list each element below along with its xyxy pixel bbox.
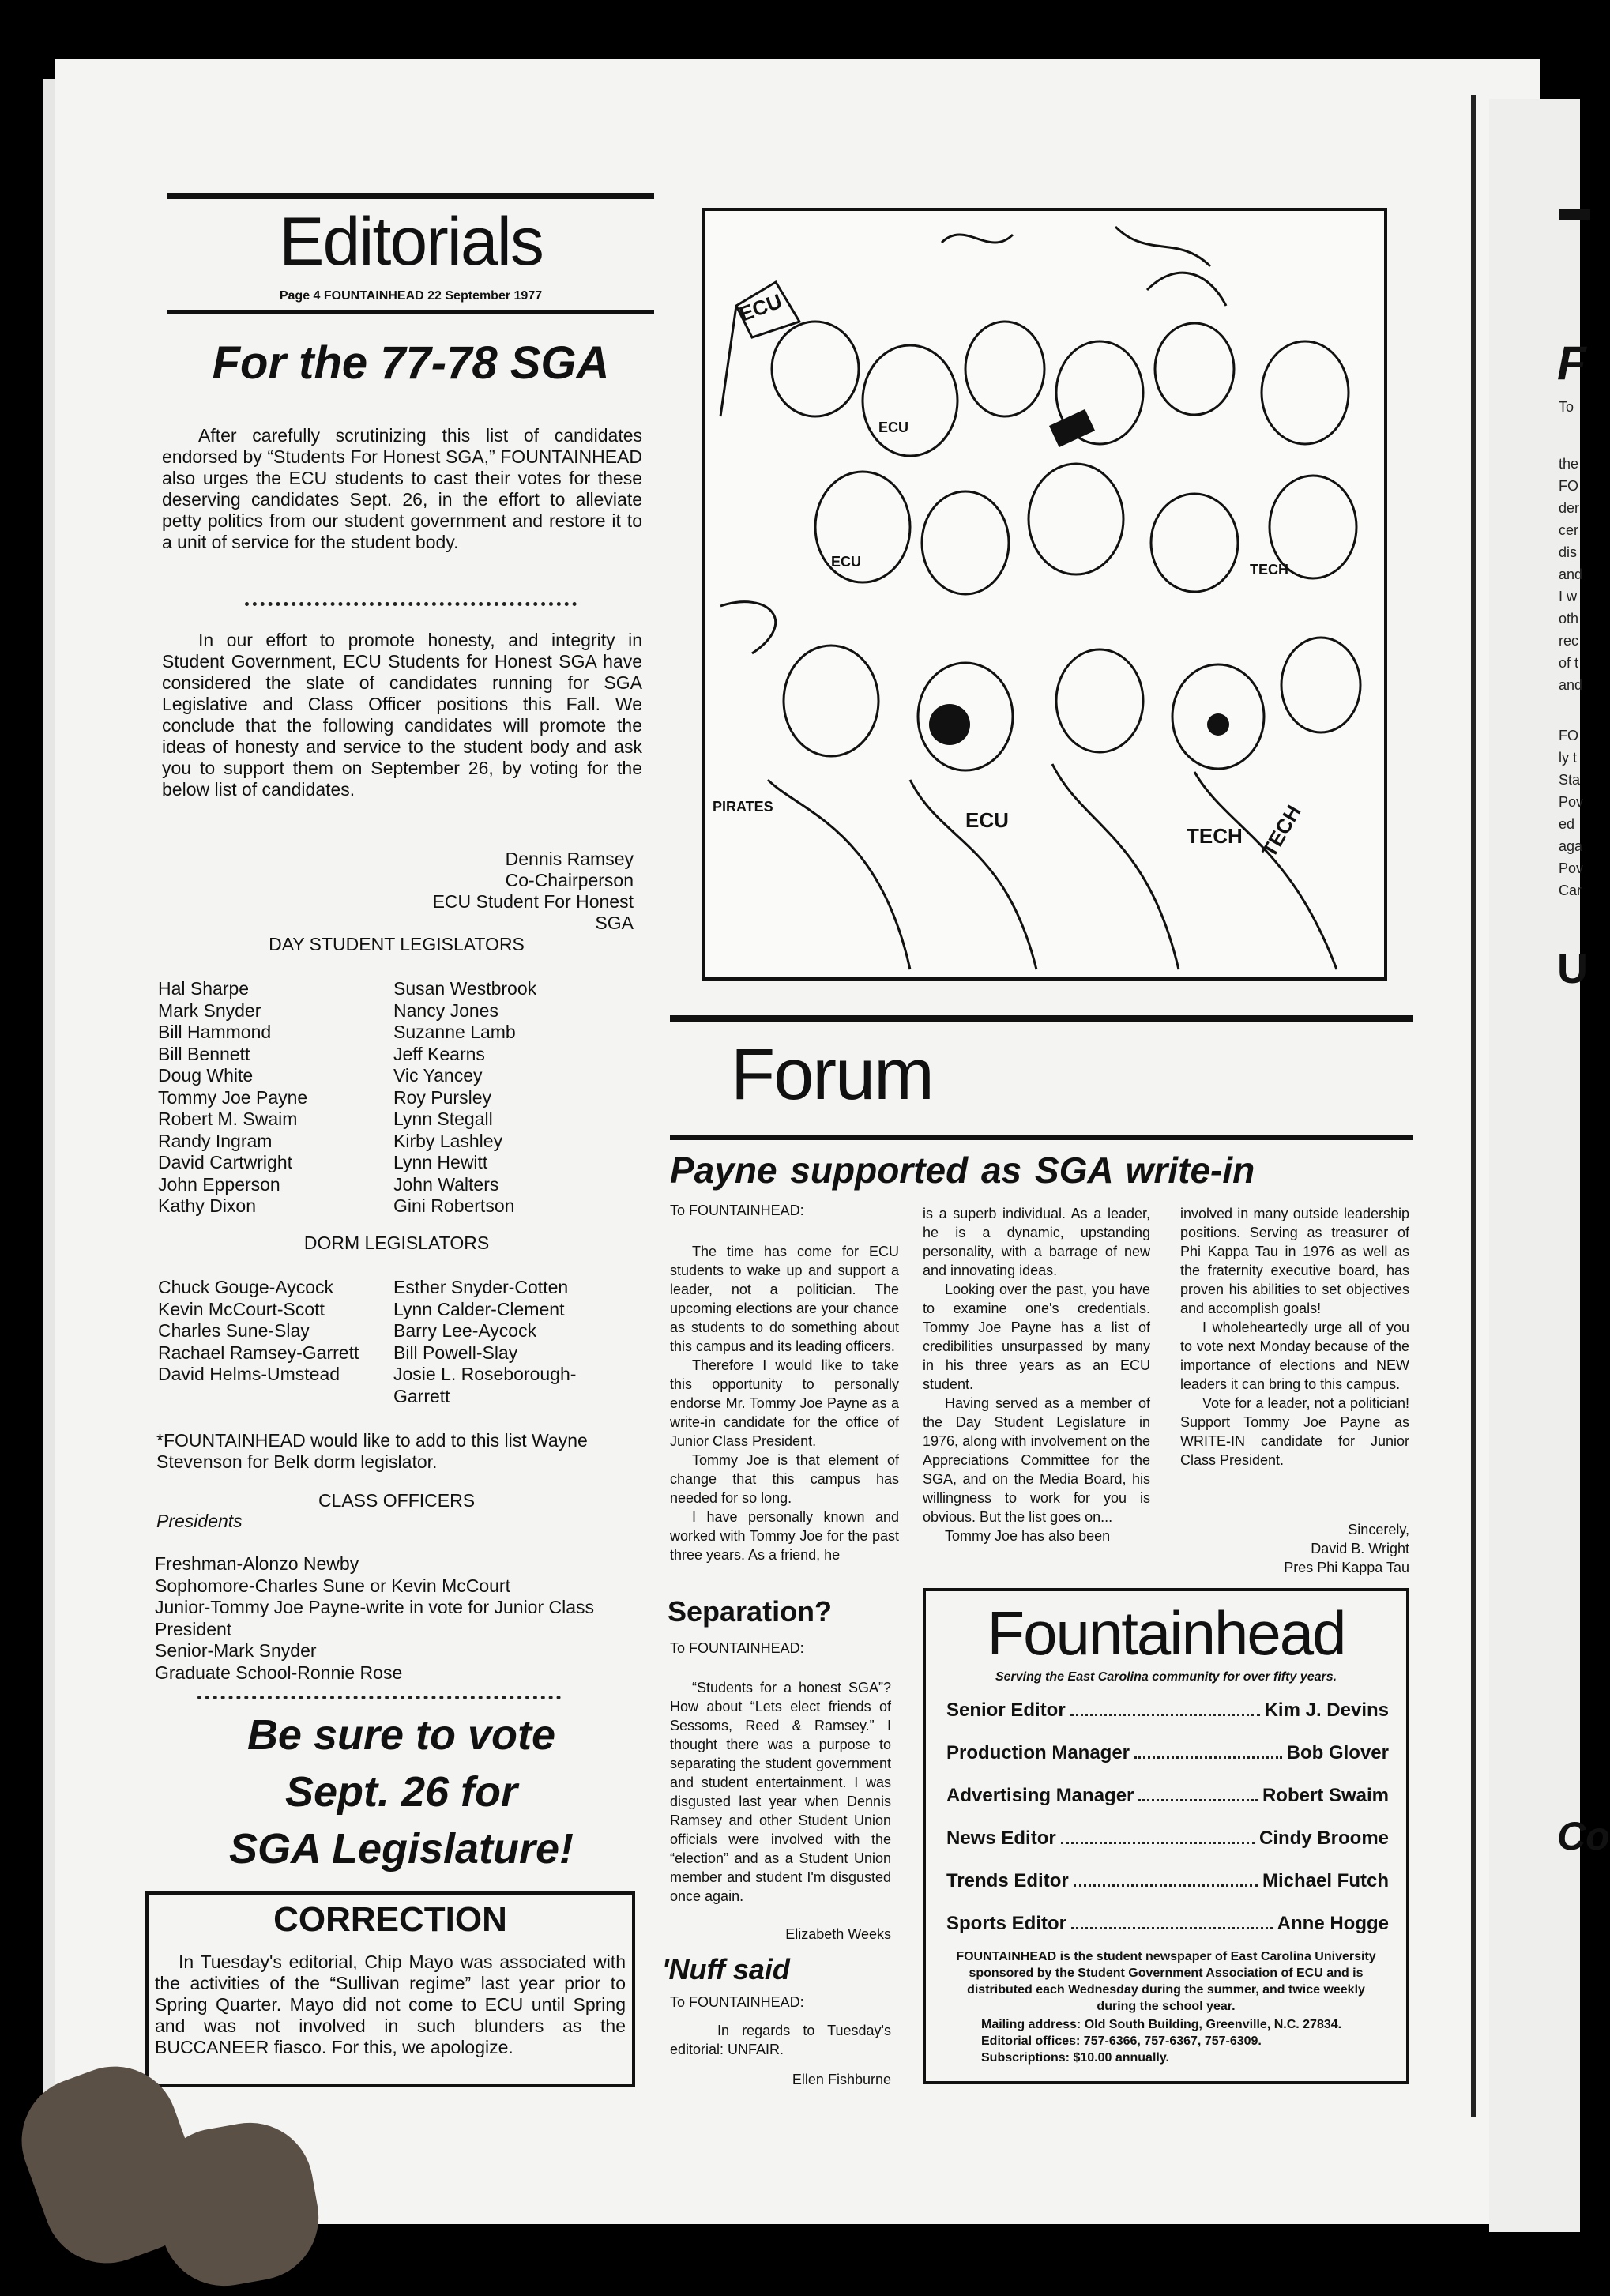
masked-face xyxy=(929,704,970,745)
pennant-stick xyxy=(720,306,736,416)
list-item: Kevin McCourt-Scott xyxy=(158,1298,325,1319)
text-fragment: To xyxy=(1559,399,1574,415)
list-item: Jeff Kearns xyxy=(393,1043,485,1064)
list-item: Kathy Dixon xyxy=(158,1195,257,1216)
staff-name: Anne Hogge xyxy=(1277,1913,1389,1934)
staff-name: Kim J. Devins xyxy=(1264,1699,1389,1721)
subscriptions: Subscriptions: $10.00 annually. xyxy=(981,2051,1169,2065)
text-fragment: FO xyxy=(1559,478,1578,494)
staff-row xyxy=(946,1732,1389,1775)
cartoon-label: TECH xyxy=(1250,562,1288,578)
dotted-separator xyxy=(245,602,577,606)
vote-line: SGA Legislature! xyxy=(228,1825,574,1873)
nuff-headline: 'Nuff said xyxy=(662,1953,790,1985)
streamer xyxy=(1115,227,1210,266)
nuff-signature: Ellen Fishburne xyxy=(792,2072,891,2087)
text-fragment: FO xyxy=(1559,728,1578,743)
fan-face xyxy=(772,322,859,416)
correction-text: In Tuesday's editorial, Chip Mayo was associated with the activities of the “Sullivan regime” last year prior to Spring Quarter. Mayo did not come to ECU until Spring and was not involved in such blunders as the BUCCANEER fiasco. For this, we apologize. xyxy=(155,1952,626,2057)
nuff-text: In regards to Tuesday's editorial: UNFAIR. xyxy=(670,2023,891,2057)
list-item: Chuck Gouge-Aycock xyxy=(158,1277,334,1297)
addendum-note: *FOUNTAINHEAD would like to add to this list Wayne Stevenson for Belk dorm legislator. xyxy=(156,1430,588,1472)
forum-header: Forum xyxy=(731,1034,933,1115)
adjacent-rule xyxy=(1559,209,1590,220)
cartoon-label: ECU xyxy=(878,420,909,435)
staff-row xyxy=(946,1903,1389,1945)
masthead-contact xyxy=(926,2015,1406,2066)
separation-headline: Separation? xyxy=(668,1595,833,1628)
signature-title: Co-Chairperson xyxy=(505,870,634,890)
staff-name: Michael Futch xyxy=(1262,1870,1389,1891)
leader-dots xyxy=(1138,1791,1258,1801)
list-item: Bill Powell-Slay xyxy=(393,1342,518,1363)
staff-role: Advertising Manager xyxy=(946,1785,1134,1806)
paragraph: is a superb individual. As a leader, he is a dynamic, upstanding personality, with a barrage of new and innovating ideas. xyxy=(923,1206,1150,1278)
cartoon-label: ECU xyxy=(965,808,1009,832)
forum-letter-col1 xyxy=(670,1242,899,1564)
list-item: Bill Hammond xyxy=(158,1022,272,1042)
day-legislators-heading: DAY STUDENT LEGISLATORS xyxy=(269,934,525,954)
list-item: Gini Robertson xyxy=(393,1195,515,1216)
leader-dots xyxy=(1074,1876,1258,1887)
paragraph: Vote for a leader, not a politician! Support Tommy Joe Payne as WRITE-IN candidate for Junior Class President. xyxy=(1180,1395,1409,1468)
masthead-about: FOUNTAINHEAD is the student newspaper of East Carolina University sponsored by the Student Government Association of ECU and is distributed each Wednesday during the summer, and twice weekly during the school year. xyxy=(956,1950,1376,2013)
paragraph: Tommy Joe is that element of change that this campus has needed for so long. xyxy=(670,1452,899,1506)
fan-face xyxy=(965,322,1044,416)
signature-line: Sincerely, xyxy=(1348,1522,1409,1538)
waving-arm xyxy=(1147,273,1226,306)
list-item: Vic Yancey xyxy=(393,1065,483,1086)
list-item: David Helms-Umstead xyxy=(158,1364,340,1384)
fan-face xyxy=(784,646,878,756)
letter-signature xyxy=(395,849,634,934)
forum-salutation: To FOUNTAINHEAD: xyxy=(670,1203,804,1218)
fan-face xyxy=(922,491,1009,594)
list-item: Bill Bennett xyxy=(158,1043,250,1064)
list-item: Esther Snyder-Cotten xyxy=(393,1277,569,1297)
masthead-title: Fountainhead xyxy=(987,1598,1345,1668)
streamer xyxy=(942,235,1013,243)
paragraph: Having served as a member of the Day Student Legislature in 1976, along with involvement on the Appreciations Committee for the SGA, and on the Media Board, his willingness to work for you is obvious. But the list goes on... xyxy=(923,1395,1150,1525)
list-item: Doug White xyxy=(158,1065,254,1086)
adjacent-headline-fragment: U xyxy=(1557,945,1588,992)
waving-arm xyxy=(720,602,776,653)
editorial-offices: Editorial offices: 757-6366, 757-6367, 757-6309. xyxy=(981,2034,1262,2048)
paragraph: The time has come for ECU students to wake up and support a leader, not a politician. The upcoming elections are your chance as students to do something about this campus and its leading officers. xyxy=(670,1244,899,1354)
list-item: Susan Westbrook xyxy=(393,978,537,999)
signature-line: David B. Wright xyxy=(1311,1541,1409,1556)
dorm-legislators-right xyxy=(393,1277,607,1407)
adjacent-page-strip xyxy=(1489,99,1610,2232)
list-item: Mark Snyder xyxy=(158,999,261,1021)
list-item: Sophomore-Charles Sune or Kevin McCourt xyxy=(155,1575,510,1596)
nuff-salutation: To FOUNTAINHEAD: xyxy=(670,1994,804,2010)
text-fragment: the xyxy=(1559,456,1579,472)
forum-letter-col2 xyxy=(923,1204,1150,1545)
folio-rule xyxy=(167,310,654,314)
list-item: Rachael Ramsey-Garrett xyxy=(158,1342,359,1363)
fan-face xyxy=(1155,323,1234,415)
editorial-letter: In our effort to promote honesty, and integrity in Student Government, ECU Students for Honest SGA have considered the slate of candidates running for SGA Legislative and Class Officer positions this Fall. We conclude that the following candidates will promote the ideas of honesty and service to the student body and ask you to support them on September 26, by voting for the below list of candidates. xyxy=(162,630,642,800)
fan-face xyxy=(863,345,957,456)
presidents-label: Presidents xyxy=(156,1511,243,1531)
paragraph: I have personally known and worked with Tommy Joe for the past three years. As a friend, he xyxy=(670,1509,899,1563)
staff-row xyxy=(946,1689,1389,1732)
mustache xyxy=(1207,713,1229,736)
text-fragment: oth xyxy=(1559,611,1579,627)
forum-header-rule xyxy=(670,1135,1413,1140)
text-fragment: Sta xyxy=(1559,772,1581,788)
list-item: Lynn Hewitt xyxy=(393,1152,488,1172)
staff-name: Bob Glover xyxy=(1286,1742,1389,1763)
list-item: Junior-Tommy Joe Payne-write in vote for Junior Class President xyxy=(155,1597,595,1639)
list-item: Roy Pursley xyxy=(393,1086,491,1108)
list-item: Nancy Jones xyxy=(393,999,498,1021)
list-item: Barry Lee-Aycock xyxy=(393,1320,537,1341)
staff-role: News Editor xyxy=(946,1827,1056,1849)
leader-dots xyxy=(1061,1834,1255,1844)
presidents-list xyxy=(155,1553,638,1684)
editorial-intro: After carefully scrutinizing this list of candidates endorsed by “Students For Honest SGA,” FOUNTAINHEAD also urges the ECU students to cast their votes for these deserving candidates Sept. 26, in the effort to alleviate petty politics from our student government and restore it to a unit of service for the student body. xyxy=(162,425,642,552)
staff-name: Robert Swaim xyxy=(1262,1785,1389,1806)
text-fragment: I w xyxy=(1559,589,1578,604)
text-fragment: and xyxy=(1559,566,1583,582)
mailing-address: Mailing address: Old South Building, Greenville, N.C. 27834. xyxy=(981,2018,1342,2031)
text-fragment: der xyxy=(1559,500,1580,516)
paragraph: involved in many outside leadership positions. Serving as treasurer of Phi Kappa Tau in 1976 as well as the fraternity executive board, has proven his abilities to set objectives and accomplish goals! xyxy=(1180,1206,1409,1316)
crowd-body xyxy=(768,780,910,969)
forum-top-rule xyxy=(670,1015,1413,1022)
list-item: Graduate School-Ronnie Rose xyxy=(155,1662,403,1683)
vote-line: Be sure to vote xyxy=(246,1711,556,1759)
cartoon-label: ECU xyxy=(735,288,785,326)
forum-letter-signature xyxy=(1180,1520,1409,1577)
text-fragment: aga xyxy=(1559,838,1583,854)
day-legislators-left xyxy=(158,978,387,1218)
list-item: Lynn Calder-Clement xyxy=(393,1298,565,1319)
staff-name: Cindy Broome xyxy=(1258,1827,1389,1849)
list-item: Lynn Stegall xyxy=(393,1108,493,1129)
fan-face xyxy=(1281,638,1360,732)
dotted-separator xyxy=(197,1696,561,1699)
masthead-tagline: Serving the East Carolina community for over fifty years. xyxy=(995,1670,1337,1684)
correction-box xyxy=(145,1891,635,2087)
crowd-body xyxy=(1194,772,1337,969)
adjacent-headline-fragment: Co xyxy=(1557,1814,1610,1858)
masthead-box xyxy=(923,1588,1409,2084)
list-item: Kirby Lashley xyxy=(393,1130,503,1151)
cartoon-label: TECH xyxy=(1257,800,1306,861)
paragraph: Therefore I would like to take this opportunity to personally endorse Mr. Tommy Joe Payne as a write-in candidate for the office of Junior Class President. xyxy=(670,1357,899,1449)
list-item: Charles Sune-Slay xyxy=(158,1320,310,1341)
cartoon-drawing xyxy=(705,211,1384,977)
list-item: Suzanne Lamb xyxy=(393,1022,516,1042)
list-item: Hal Sharpe xyxy=(158,978,250,999)
fan-face xyxy=(1262,341,1349,444)
forum-headline: Payne supported as SGA write-in xyxy=(670,1150,1255,1191)
cartoon-label: ECU xyxy=(831,554,862,570)
leader-dots xyxy=(1070,1706,1260,1716)
cartoon-label: TECH xyxy=(1187,824,1243,848)
adjacent-headline-fragment: F xyxy=(1557,337,1586,390)
signature-name: Dennis Ramsey xyxy=(505,849,634,869)
fan-face xyxy=(815,472,910,582)
signature-org: ECU Student For Honest SGA xyxy=(432,891,634,933)
text-fragment: dis xyxy=(1559,544,1578,560)
text-fragment: Car xyxy=(1559,883,1582,898)
page-gutter-line xyxy=(1471,95,1476,2117)
text-fragment: ed xyxy=(1559,816,1575,832)
day-legislators-right xyxy=(393,978,638,1218)
staff-row xyxy=(946,1860,1389,1903)
folio-line: Page 4 FOUNTAINHEAD 22 September 1977 xyxy=(279,289,543,303)
staff-role: Trends Editor xyxy=(946,1870,1069,1891)
fan-face xyxy=(1029,464,1123,574)
vote-line: Sept. 26 for xyxy=(284,1768,518,1816)
text-fragment: Pov xyxy=(1559,860,1584,876)
list-item: David Cartwright xyxy=(158,1152,292,1172)
text-fragment: and xyxy=(1559,677,1583,693)
staff-role: Sports Editor xyxy=(946,1913,1067,1934)
list-item: Freshman-Alonzo Newby xyxy=(155,1553,359,1574)
text-fragment: cer xyxy=(1559,522,1579,538)
list-item: Robert M. Swaim xyxy=(158,1108,298,1129)
list-item: Josie L. Roseborough-Garrett xyxy=(393,1364,577,1406)
editorials-header: Editorials xyxy=(279,204,543,280)
vote-reminder xyxy=(158,1707,645,1877)
dorm-legislators-left xyxy=(158,1277,387,1386)
fan-face xyxy=(1151,494,1238,592)
dorm-legislators-heading: DORM LEGISLATORS xyxy=(303,1233,490,1253)
signature-line: Pres Phi Kappa Tau xyxy=(1284,1560,1409,1575)
paragraph: Looking over the past, you have to examine one's credentials. Tommy Joe Payne has a list of credibilities unsurpassed by many in his three years as an ECU student. xyxy=(923,1282,1150,1392)
list-item: John Walters xyxy=(393,1173,499,1195)
separation-signature: Elizabeth Weeks xyxy=(785,1926,891,1942)
editorials-top-rule xyxy=(167,193,654,199)
list-item: John Epperson xyxy=(158,1173,280,1195)
staff-role: Production Manager xyxy=(946,1742,1130,1763)
fan-face xyxy=(1056,649,1143,752)
staff-row xyxy=(946,1817,1389,1860)
text-fragment: ly t xyxy=(1559,750,1578,766)
text-fragment: rec xyxy=(1559,633,1579,649)
class-officers-heading: CLASS OFFICERS xyxy=(318,1490,476,1511)
staff-list xyxy=(926,1684,1406,1945)
text-fragment: of t xyxy=(1559,655,1579,671)
editorial-cartoon xyxy=(702,208,1387,981)
forum-letter-col3 xyxy=(1180,1204,1409,1470)
paragraph: Tommy Joe has also been xyxy=(945,1528,1111,1544)
paragraph: I wholeheartedly urge all of you to vote next Monday because of the importance of elections and NEW leaders it can bring to this campus. xyxy=(1180,1319,1409,1392)
correction-title: CORRECTION xyxy=(273,1900,507,1939)
leader-dots xyxy=(1134,1748,1282,1759)
leader-dots xyxy=(1071,1919,1273,1929)
editorial-headline: For the 77-78 SGA xyxy=(212,337,610,389)
separation-text: “Students for a honest SGA”? How about “Lets elect friends of Sessoms, Reed & Ramsey.” I thought there was a purpose to separating the student government and student entertainment. I was disgusted last year when Dennis Ramsey and other Student Union officials were involved with the “election” and as a Student Union member and student I'm disgusted once again. xyxy=(670,1680,891,1904)
crowd-body xyxy=(1052,764,1179,969)
text-fragment: Pov xyxy=(1559,794,1584,810)
separation-salutation: To FOUNTAINHEAD: xyxy=(670,1640,804,1656)
list-item: Tommy Joe Payne xyxy=(158,1086,308,1108)
staff-role: Senior Editor xyxy=(946,1699,1066,1721)
list-item: Senior-Mark Snyder xyxy=(155,1640,317,1661)
list-item: Randy Ingram xyxy=(158,1130,273,1151)
cartoon-label: PIRATES xyxy=(713,799,773,815)
staff-row xyxy=(946,1775,1389,1817)
